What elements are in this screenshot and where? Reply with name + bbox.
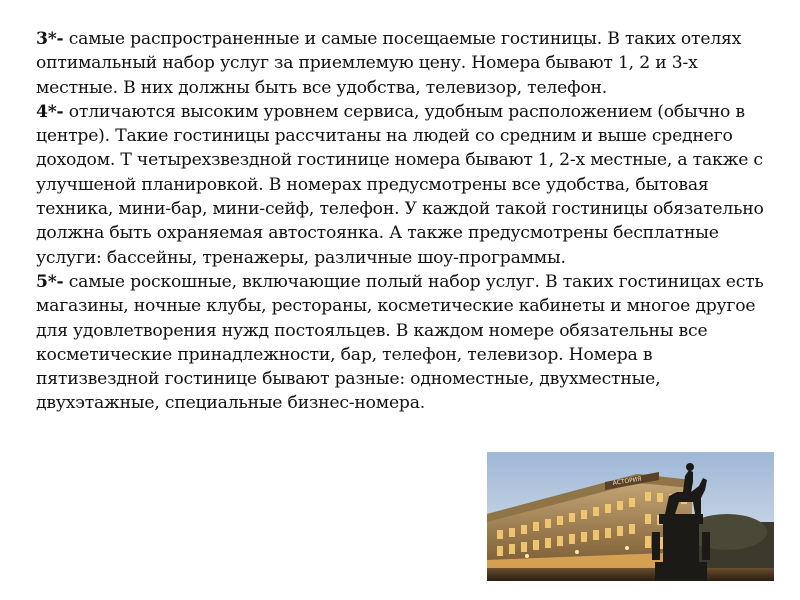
- photo-sign: АСТОРИЯ: [612, 475, 642, 487]
- paragraph-5-star: [36, 270, 776, 416]
- category-label-4-star: 4*-: [36, 101, 64, 122]
- paragraph-3-star: [36, 27, 776, 100]
- paragraph-4-star: [36, 100, 776, 270]
- photo-ground: [487, 568, 774, 581]
- paragraph-3-star-text: самые распространенные и самые посещаемые гостиницы. В таких отелях оптимальный набор услуг за приемлемую цену. Номера бывают 1, 2 и 3-х местные. В них должны быть все удобства, телевизор, телефон.: [36, 29, 742, 98]
- hotel-astoria-photo: [487, 452, 774, 581]
- paragraph-5-star-text: самые роскошные, включающие полый набор услуг. В таких гостиницах есть магазины, ночные клубы, рестораны, косметические кабинеты и многое другое для удовлетворения нужд постояльцев. В каждом номере обязательны все косметические принадлежности, бар, телефон, телевизор. Номера в пятизвездной гостинице бывают разные: одноместные, двухместные, двухэтажные, специальные бизнес-номера.: [36, 271, 764, 414]
- paragraph-4-star-text: отличаются высоким уровнем сервиса, удобным расположением (обычно в центре). Такие гостиницы рассчитаны на людей со средним и выше среднего доходом. Т четырехзвездной гостинице номера бывают 1, 2-х местные, а также с улучшеной планировкой. В номерах предусмотрены все удобства, бытовая техника, мини-бар, мини-сейф, телефон. У каждой такой гостиницы обязательно должна быть охраняемая автостоянка. А также предусмотрены бесплатные услуги: бассейны, тренажеры, различные шоу-программы.: [36, 101, 764, 268]
- category-label-3-star: 3*-: [36, 29, 64, 49]
- category-label-5-star: 5*-: [36, 271, 64, 292]
- hotel-categories-text: [36, 27, 776, 416]
